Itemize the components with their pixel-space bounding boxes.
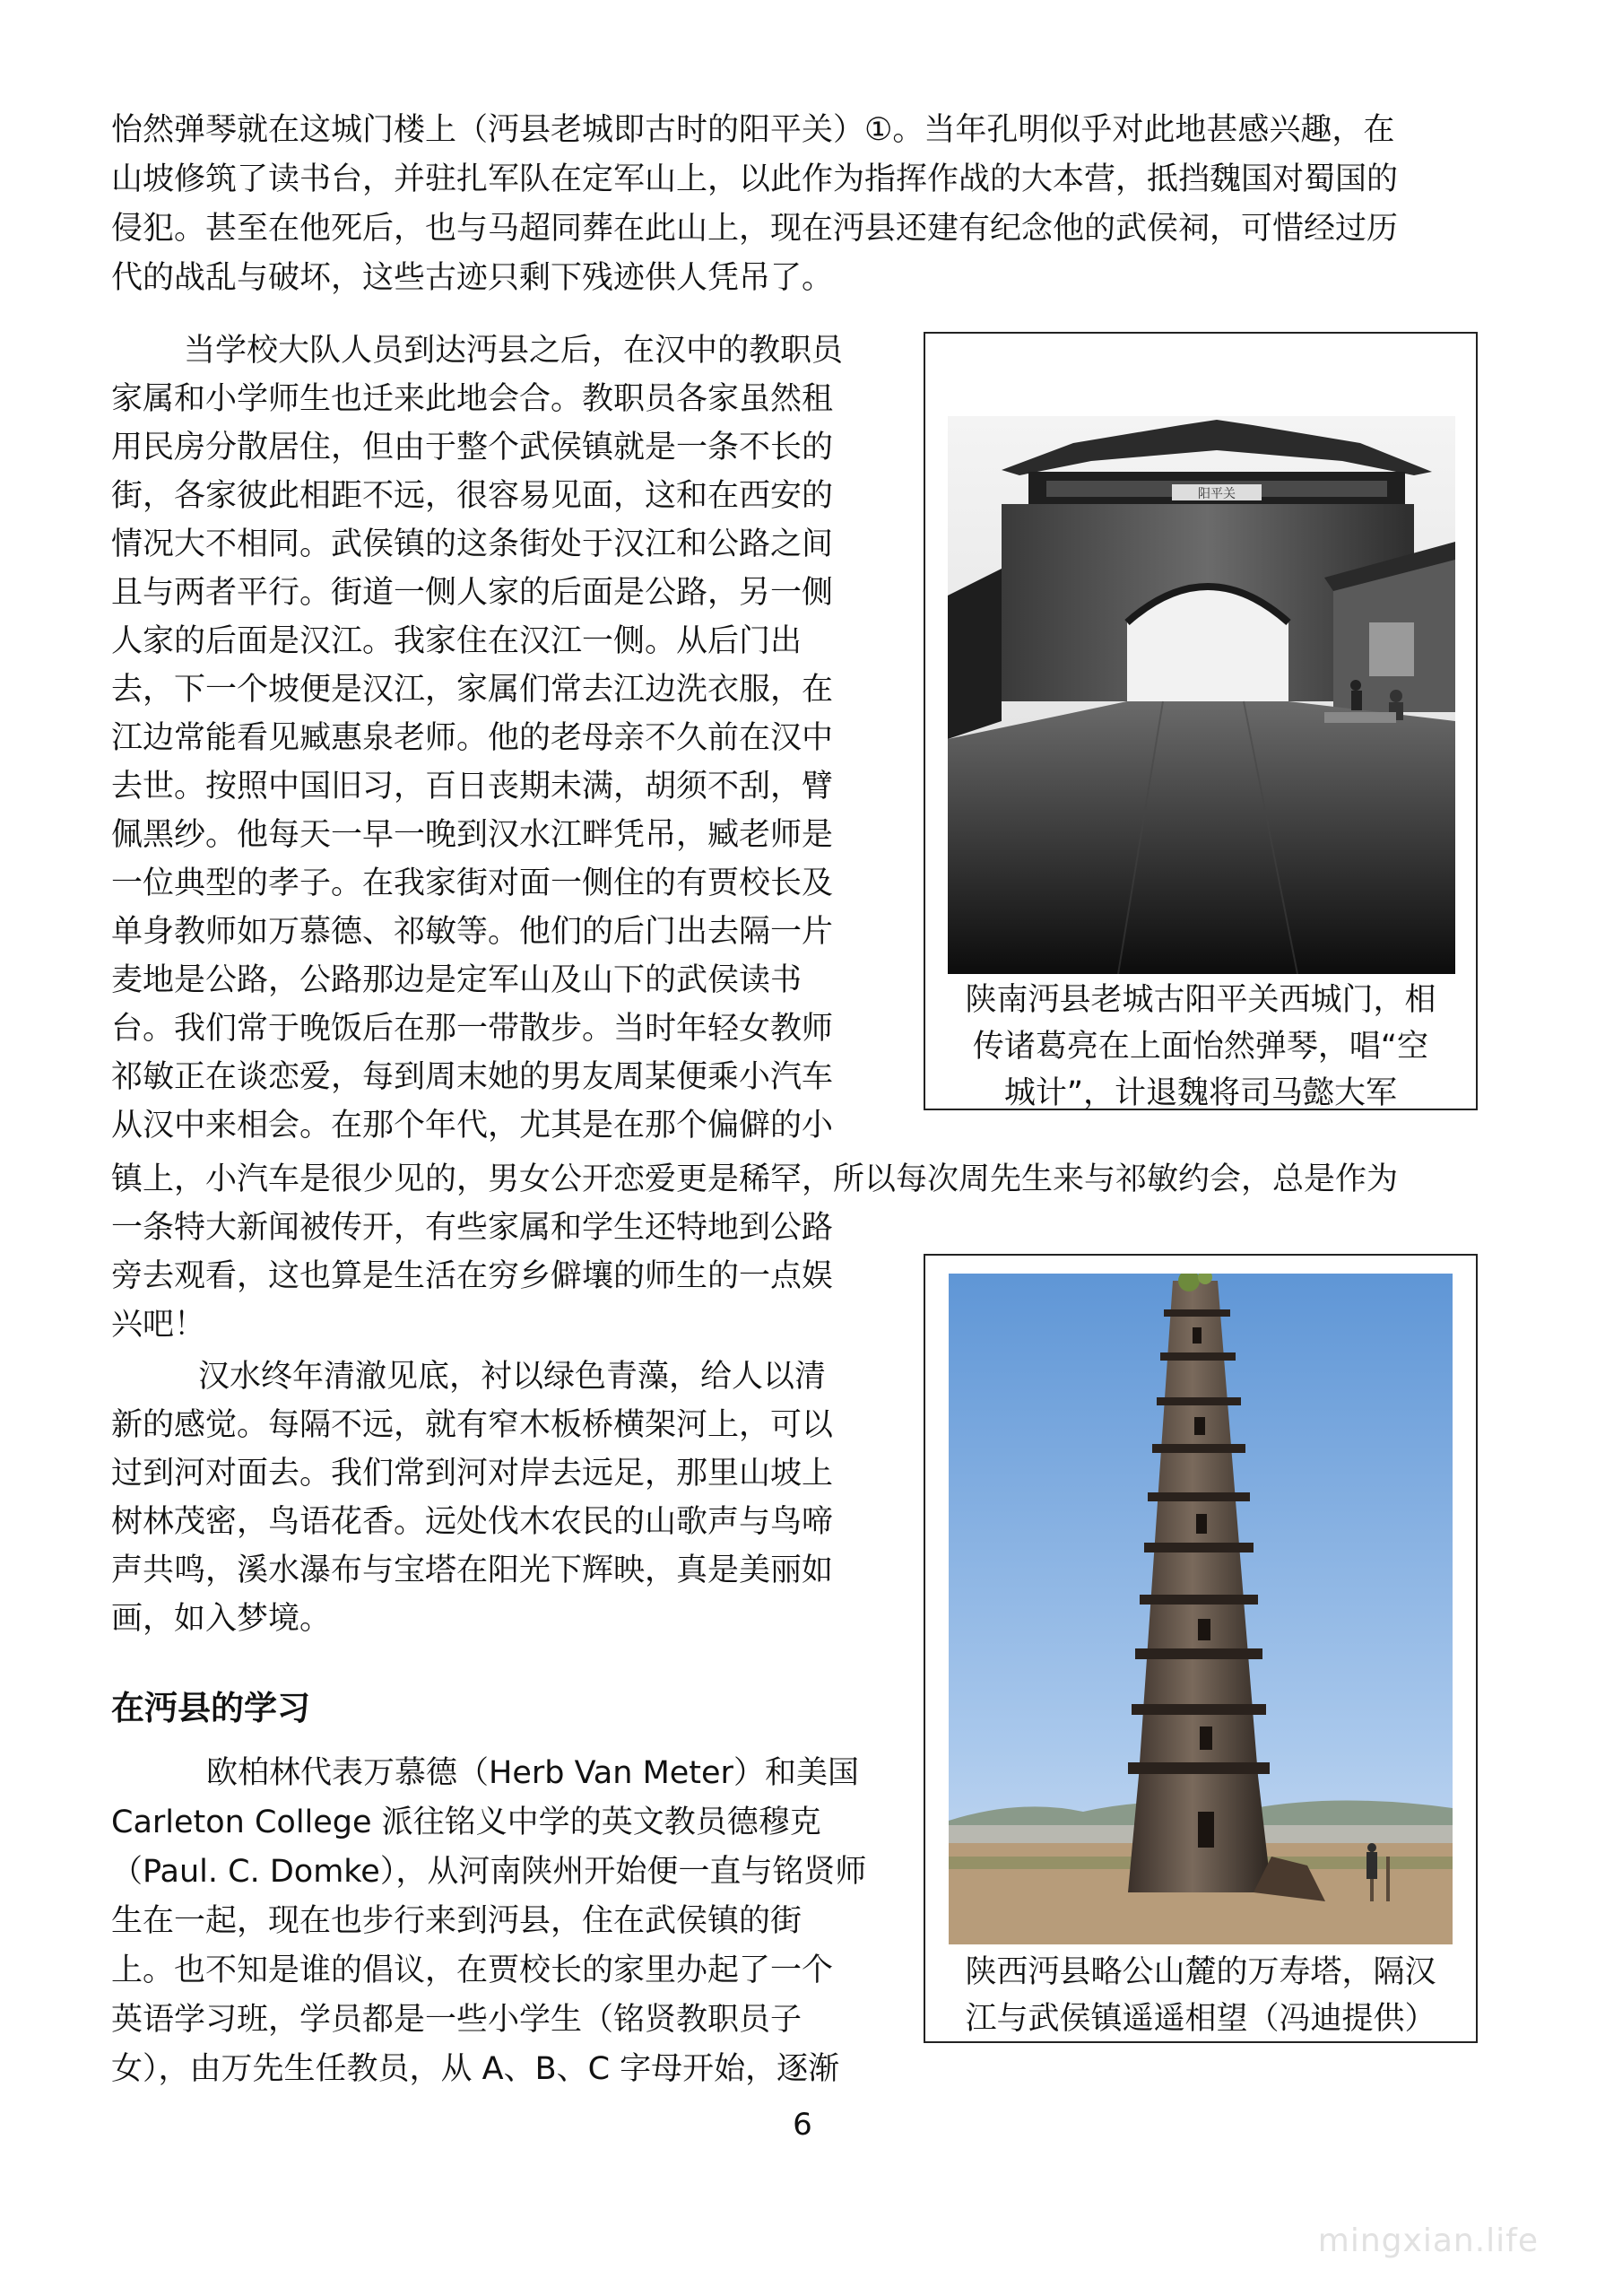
body-line: 上。也不知是谁的倡议，在贾校长的家里办起了一个 [111,1952,834,1988]
body-line: 佩黑纱。他每天一早一晚到汉水江畔凭吊，臧老师是 [111,817,834,853]
body-line: 人家的后面是汉江。我家住在汉江一侧。从后门出 [111,623,802,659]
body-line: 当学校大队人员到达沔县之后，在汉中的教职员 [184,333,844,369]
body-line: 一条特大新闻被传开，有些家属和学生还特地到公路 [111,1210,834,1246]
city-gate-photo [948,416,1455,974]
body-line: 情况大不相同。武侯镇的这条街处于汉江和公路之间 [111,526,834,562]
body-line: 兴吧！ [111,1307,206,1343]
body-line: 声共鸣，溪水瀑布与宝塔在阳光下辉映，真是美丽如 [111,1552,834,1588]
body-line: 台。我们常于晚饭后在那一带散步。当时年轻女教师 [111,1011,834,1047]
body-line: 从汉中来相会。在那个年代，尤其是在那个偏僻的小 [111,1108,834,1144]
body-line: 用民房分散居住，但由于整个武侯镇就是一条不长的 [111,430,834,465]
body-line: 去，下一个坡便是汉江，家属们常去江边洗衣服，在 [111,672,834,708]
body-line: 单身教师如万慕德、祁敏等。他们的后门出去隔一片 [111,914,834,950]
body-line: 麦地是公路，公路那边是定军山及山下的武侯读书 [111,962,802,998]
body-line: 代的战乱与破坏，这些古迹只剩下残迹供人凭吊了。 [111,260,834,296]
body-line: 一位典型的孝子。在我家街对面一侧住的有贾校长及 [111,865,834,901]
page-number: 6 [793,2107,812,2143]
body-line: 生在一起，现在也步行来到沔县，住在武侯镇的街 [111,1903,802,1939]
figure-caption-line: 陕南沔县老城古阳平关西城门，相 [965,982,1436,1018]
figure-caption-line: 陕西沔县略公山麓的万寿塔，隔汉 [965,1954,1436,1990]
body-line: 英语学习班，学员都是一些小学生（铭贤教职员子 [111,2002,802,2038]
body-line: 女），由万先生任教员，从 A、B、C 字母开始，逐渐 [111,2051,840,2087]
watermark: mingxian.life [1317,2222,1539,2259]
body-line: 旁去观看，这也算是生活在穷乡僻壤的师生的一点娱 [111,1258,834,1294]
body-line: 画，如入梦境。 [111,1601,332,1637]
body-line: 江边常能看见臧惠泉老师。他的老母亲不久前在汉中 [111,720,834,756]
section-heading: 在沔县的学习 [111,1689,310,1727]
body-line: 怡然弹琴就在这城门楼上（沔县老城即古时的阳平关）①。当年孔明似乎对此地甚感兴趣，在 [111,112,1395,148]
body-line: 树林茂密，鸟语花香。远处伐木农民的山歌声与鸟啼 [111,1504,834,1540]
body-line: 侵犯。甚至在他死后，也与马超同葬在此山上，现在沔县还建有纪念他的武侯祠，可惜经过历 [111,211,1399,247]
body-line: 镇上，小汽车是很少见的，男女公开恋爱更是稀罕，所以每次周先生来与祁敏约会，总是作为 [111,1161,1399,1197]
body-line: 山坡修筑了读书台，并驻扎军队在定军山上，以此作为指挥作战的大本营，抵挡魏国对蜀国的 [111,161,1399,197]
body-line: 街，各家彼此相距不远，很容易见面，这和在西安的 [111,478,834,514]
body-line: Carleton College 派往铭义中学的英文教员德穆克 [111,1805,821,1840]
body-line: 家属和小学师生也迁来此地会合。教职员各家虽然租 [111,381,834,417]
pagoda-photo [949,1274,1453,1944]
body-line: 祁敏正在谈恋爱，每到周末她的男友周某便乘小汽车 [111,1059,834,1095]
body-line: 且与两者平行。街道一侧人家的后面是公路，另一侧 [111,575,834,611]
gate-plaque: 阳平关 [1198,487,1236,501]
body-line: 欧柏林代表万慕德（Herb Van Meter）和美国 [206,1755,859,1791]
figure-city-gate [924,332,1478,1110]
body-line: 新的感觉。每隔不远，就有窄木板桥横架河上，可以 [111,1407,834,1443]
body-line: 过到河对面去。我们常到河对岸去远足，那里山坡上 [111,1456,834,1492]
figure-caption-line: 城计”，计退魏将司马懿大军 [1003,1075,1398,1111]
body-line: 汉水终年清澈见底，衬以绿色青藻，给人以清 [198,1359,827,1395]
body-line: （Paul. C. Domke），从河南陕州开始便一直与铭贤师 [111,1854,867,1890]
figure-caption-line: 江与武侯镇遥遥相望（冯迪提供） [965,2001,1436,2037]
figure-caption-line: 传诸葛亮在上面怡然弹琴，唱“空 [972,1029,1429,1065]
figure-pagoda [924,1254,1478,2043]
body-line: 去世。按照中国旧习，百日丧期未满，胡须不刮，臂 [111,769,834,804]
